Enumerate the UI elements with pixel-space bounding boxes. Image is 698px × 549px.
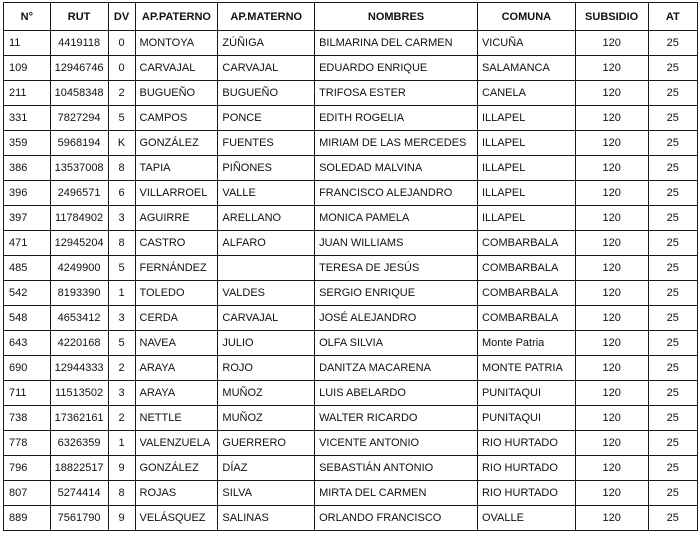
cell-at: 25 xyxy=(648,356,697,381)
cell-subsidy: 120 xyxy=(575,31,648,56)
cell-paternal-surname: ARAYA xyxy=(135,356,218,381)
cell-paternal-surname: AGUIRRE xyxy=(135,206,218,231)
cell-maternal-surname: SALINAS xyxy=(218,506,315,531)
cell-subsidy: 120 xyxy=(575,356,648,381)
cell-subsidy: 120 xyxy=(575,156,648,181)
cell-maternal-surname: DÍAZ xyxy=(218,456,315,481)
cell-rut: 6326359 xyxy=(50,431,108,456)
cell-subsidy: 120 xyxy=(575,481,648,506)
cell-given-names: LUIS ABELARDO xyxy=(315,381,478,406)
cell-commune: PUNITAQUI xyxy=(477,381,575,406)
cell-at: 25 xyxy=(648,31,697,56)
cell-number: 211 xyxy=(4,81,51,106)
table-row xyxy=(4,56,698,81)
cell-maternal-surname: MUÑOZ xyxy=(218,406,315,431)
cell-maternal-surname: GUERRERO xyxy=(218,431,315,456)
cell-given-names: SEBASTIÁN ANTONIO xyxy=(315,456,478,481)
cell-subsidy: 120 xyxy=(575,131,648,156)
table-row xyxy=(4,106,698,131)
cell-subsidy: 120 xyxy=(575,256,648,281)
cell-dv: 8 xyxy=(108,231,135,256)
cell-rut: 7561790 xyxy=(50,506,108,531)
cell-subsidy: 120 xyxy=(575,206,648,231)
cell-at: 25 xyxy=(648,331,697,356)
cell-number: 807 xyxy=(4,481,51,506)
cell-commune: PUNITAQUI xyxy=(477,406,575,431)
cell-commune: ILLAPEL xyxy=(477,156,575,181)
cell-rut: 5968194 xyxy=(50,131,108,156)
cell-maternal-surname: PIÑONES xyxy=(218,156,315,181)
table-row xyxy=(4,481,698,506)
cell-commune: COMBARBALA xyxy=(477,306,575,331)
cell-at: 25 xyxy=(648,131,697,156)
cell-number: 778 xyxy=(4,431,51,456)
beneficiary-table xyxy=(3,2,698,531)
table-row xyxy=(4,506,698,531)
cell-maternal-surname: MUÑOZ xyxy=(218,381,315,406)
cell-at: 25 xyxy=(648,156,697,181)
cell-given-names: EDUARDO ENRIQUE xyxy=(315,56,478,81)
cell-given-names: FRANCISCO ALEJANDRO xyxy=(315,181,478,206)
cell-at: 25 xyxy=(648,431,697,456)
cell-rut: 4653412 xyxy=(50,306,108,331)
cell-number: 889 xyxy=(4,506,51,531)
cell-paternal-surname: MONTOYA xyxy=(135,31,218,56)
cell-commune: OVALLE xyxy=(477,506,575,531)
cell-dv: 8 xyxy=(108,481,135,506)
cell-given-names: WALTER RICARDO xyxy=(315,406,478,431)
cell-rut: 8193390 xyxy=(50,281,108,306)
cell-number: 738 xyxy=(4,406,51,431)
cell-subsidy: 120 xyxy=(575,231,648,256)
cell-maternal-surname: SILVA xyxy=(218,481,315,506)
cell-subsidy: 120 xyxy=(575,456,648,481)
cell-paternal-surname: FERNÁNDEZ xyxy=(135,256,218,281)
cell-commune: SALAMANCA xyxy=(477,56,575,81)
cell-paternal-surname: NETTLE xyxy=(135,406,218,431)
cell-at: 25 xyxy=(648,56,697,81)
cell-rut: 7827294 xyxy=(50,106,108,131)
cell-dv: 3 xyxy=(108,381,135,406)
cell-given-names: DANITZA MACARENA xyxy=(315,356,478,381)
cell-dv: K xyxy=(108,131,135,156)
cell-paternal-surname: TAPIA xyxy=(135,156,218,181)
cell-dv: 9 xyxy=(108,506,135,531)
table-row xyxy=(4,281,698,306)
cell-number: 331 xyxy=(4,106,51,131)
cell-maternal-surname: FUENTES xyxy=(218,131,315,156)
cell-paternal-surname: VILLARROEL xyxy=(135,181,218,206)
cell-paternal-surname: TOLEDO xyxy=(135,281,218,306)
cell-subsidy: 120 xyxy=(575,56,648,81)
table-row xyxy=(4,456,698,481)
cell-rut: 11784902 xyxy=(50,206,108,231)
cell-commune: RIO HURTADO xyxy=(477,481,575,506)
cell-commune: ILLAPEL xyxy=(477,181,575,206)
cell-number: 690 xyxy=(4,356,51,381)
table-row xyxy=(4,256,698,281)
cell-given-names: OLFA SILVIA xyxy=(315,331,478,356)
cell-rut: 18822517 xyxy=(50,456,108,481)
cell-rut: 12945204 xyxy=(50,231,108,256)
cell-given-names: MONICA PAMELA xyxy=(315,206,478,231)
cell-rut: 10458348 xyxy=(50,81,108,106)
cell-subsidy: 120 xyxy=(575,406,648,431)
cell-maternal-surname: ALFARO xyxy=(218,231,315,256)
table-row xyxy=(4,131,698,156)
cell-maternal-surname xyxy=(218,256,315,281)
cell-subsidy: 120 xyxy=(575,106,648,131)
cell-at: 25 xyxy=(648,381,697,406)
cell-rut: 2496571 xyxy=(50,181,108,206)
cell-rut: 17362161 xyxy=(50,406,108,431)
header-paternal-surname: AP.PATERNO xyxy=(135,3,218,31)
cell-paternal-surname: ROJAS xyxy=(135,481,218,506)
cell-rut: 11513502 xyxy=(50,381,108,406)
cell-at: 25 xyxy=(648,506,697,531)
header-rut: RUT xyxy=(50,3,108,31)
cell-commune: COMBARBALA xyxy=(477,281,575,306)
cell-number: 359 xyxy=(4,131,51,156)
cell-number: 386 xyxy=(4,156,51,181)
table-row xyxy=(4,81,698,106)
cell-maternal-surname: ARELLANO xyxy=(218,206,315,231)
cell-rut: 4220168 xyxy=(50,331,108,356)
table-body xyxy=(4,31,698,531)
cell-dv: 8 xyxy=(108,156,135,181)
cell-at: 25 xyxy=(648,481,697,506)
cell-dv: 3 xyxy=(108,306,135,331)
cell-at: 25 xyxy=(648,106,697,131)
cell-subsidy: 120 xyxy=(575,81,648,106)
table-row xyxy=(4,206,698,231)
cell-given-names: ORLANDO FRANCISCO xyxy=(315,506,478,531)
cell-subsidy: 120 xyxy=(575,181,648,206)
cell-subsidy: 120 xyxy=(575,506,648,531)
cell-at: 25 xyxy=(648,456,697,481)
cell-number: 796 xyxy=(4,456,51,481)
cell-subsidy: 120 xyxy=(575,306,648,331)
cell-maternal-surname: ZÚÑIGA xyxy=(218,31,315,56)
cell-paternal-surname: CERDA xyxy=(135,306,218,331)
cell-dv: 0 xyxy=(108,31,135,56)
cell-paternal-surname: CARVAJAL xyxy=(135,56,218,81)
cell-number: 397 xyxy=(4,206,51,231)
cell-given-names: EDITH ROGELIA xyxy=(315,106,478,131)
cell-given-names: TRIFOSA ESTER xyxy=(315,81,478,106)
cell-dv: 5 xyxy=(108,331,135,356)
cell-given-names: JOSÉ ALEJANDRO xyxy=(315,306,478,331)
cell-number: 485 xyxy=(4,256,51,281)
cell-given-names: BILMARINA DEL CARMEN xyxy=(315,31,478,56)
cell-given-names: TERESA DE JESÚS xyxy=(315,256,478,281)
header-at: AT xyxy=(648,3,697,31)
cell-commune: COMBARBALA xyxy=(477,256,575,281)
cell-commune: MONTE PATRIA xyxy=(477,356,575,381)
cell-commune: VICUÑA xyxy=(477,31,575,56)
cell-subsidy: 120 xyxy=(575,331,648,356)
cell-commune: RIO HURTADO xyxy=(477,456,575,481)
cell-paternal-surname: GONZÁLEZ xyxy=(135,456,218,481)
cell-subsidy: 120 xyxy=(575,381,648,406)
cell-paternal-surname: VELÁSQUEZ xyxy=(135,506,218,531)
cell-given-names: SERGIO ENRIQUE xyxy=(315,281,478,306)
cell-rut: 12944333 xyxy=(50,356,108,381)
header-maternal-surname: AP.MATERNO xyxy=(218,3,315,31)
cell-number: 643 xyxy=(4,331,51,356)
cell-given-names: SOLEDAD MALVINA xyxy=(315,156,478,181)
header-given-names: NOMBRES xyxy=(315,3,478,31)
cell-at: 25 xyxy=(648,181,697,206)
table-header xyxy=(4,3,698,31)
cell-at: 25 xyxy=(648,281,697,306)
cell-maternal-surname: JULIO xyxy=(218,331,315,356)
cell-number: 711 xyxy=(4,381,51,406)
cell-commune: CANELA xyxy=(477,81,575,106)
cell-at: 25 xyxy=(648,206,697,231)
cell-subsidy: 120 xyxy=(575,281,648,306)
cell-number: 548 xyxy=(4,306,51,331)
cell-maternal-surname: CARVAJAL xyxy=(218,56,315,81)
cell-maternal-surname: ROJO xyxy=(218,356,315,381)
cell-at: 25 xyxy=(648,406,697,431)
cell-dv: 6 xyxy=(108,181,135,206)
cell-maternal-surname: VALLE xyxy=(218,181,315,206)
cell-dv: 9 xyxy=(108,456,135,481)
table-row xyxy=(4,31,698,56)
table-row xyxy=(4,406,698,431)
cell-dv: 5 xyxy=(108,106,135,131)
cell-rut: 5274414 xyxy=(50,481,108,506)
cell-commune: Monte Patria xyxy=(477,331,575,356)
table-row xyxy=(4,156,698,181)
cell-number: 542 xyxy=(4,281,51,306)
cell-given-names: JUAN WILLIAMS xyxy=(315,231,478,256)
cell-rut: 4419118 xyxy=(50,31,108,56)
cell-dv: 2 xyxy=(108,406,135,431)
cell-rut: 12946746 xyxy=(50,56,108,81)
cell-dv: 3 xyxy=(108,206,135,231)
cell-number: 11 xyxy=(4,31,51,56)
table-row xyxy=(4,231,698,256)
cell-dv: 2 xyxy=(108,356,135,381)
cell-given-names: VICENTE ANTONIO xyxy=(315,431,478,456)
cell-rut: 4249900 xyxy=(50,256,108,281)
table-row xyxy=(4,331,698,356)
cell-at: 25 xyxy=(648,306,697,331)
cell-given-names: MIRIAM DE LAS MERCEDES xyxy=(315,131,478,156)
table-row xyxy=(4,431,698,456)
cell-at: 25 xyxy=(648,256,697,281)
header-commune: COMUNA xyxy=(477,3,575,31)
cell-maternal-surname: VALDES xyxy=(218,281,315,306)
cell-rut: 13537008 xyxy=(50,156,108,181)
cell-subsidy: 120 xyxy=(575,431,648,456)
cell-paternal-surname: CASTRO xyxy=(135,231,218,256)
cell-commune: ILLAPEL xyxy=(477,131,575,156)
header-number: N° xyxy=(4,3,51,31)
cell-paternal-surname: CAMPOS xyxy=(135,106,218,131)
beneficiary-table-sheet xyxy=(3,2,698,531)
cell-dv: 1 xyxy=(108,431,135,456)
table-row xyxy=(4,181,698,206)
cell-dv: 2 xyxy=(108,81,135,106)
header-dv: DV xyxy=(108,3,135,31)
cell-maternal-surname: CARVAJAL xyxy=(218,306,315,331)
cell-dv: 5 xyxy=(108,256,135,281)
table-row xyxy=(4,356,698,381)
cell-paternal-surname: NAVEA xyxy=(135,331,218,356)
table-row xyxy=(4,381,698,406)
cell-number: 109 xyxy=(4,56,51,81)
header-row xyxy=(4,3,698,31)
cell-paternal-surname: VALENZUELA xyxy=(135,431,218,456)
cell-maternal-surname: PONCE xyxy=(218,106,315,131)
header-subsidy: SUBSIDIO xyxy=(575,3,648,31)
cell-given-names: MIRTA DEL CARMEN xyxy=(315,481,478,506)
cell-at: 25 xyxy=(648,81,697,106)
cell-number: 396 xyxy=(4,181,51,206)
cell-commune: COMBARBALA xyxy=(477,231,575,256)
cell-commune: ILLAPEL xyxy=(477,106,575,131)
cell-dv: 0 xyxy=(108,56,135,81)
cell-paternal-surname: BUGUEÑO xyxy=(135,81,218,106)
cell-at: 25 xyxy=(648,231,697,256)
cell-number: 471 xyxy=(4,231,51,256)
cell-dv: 1 xyxy=(108,281,135,306)
cell-commune: RIO HURTADO xyxy=(477,431,575,456)
cell-maternal-surname: BUGUEÑO xyxy=(218,81,315,106)
cell-commune: ILLAPEL xyxy=(477,206,575,231)
cell-paternal-surname: ARAYA xyxy=(135,381,218,406)
cell-paternal-surname: GONZÁLEZ xyxy=(135,131,218,156)
table-row xyxy=(4,306,698,331)
